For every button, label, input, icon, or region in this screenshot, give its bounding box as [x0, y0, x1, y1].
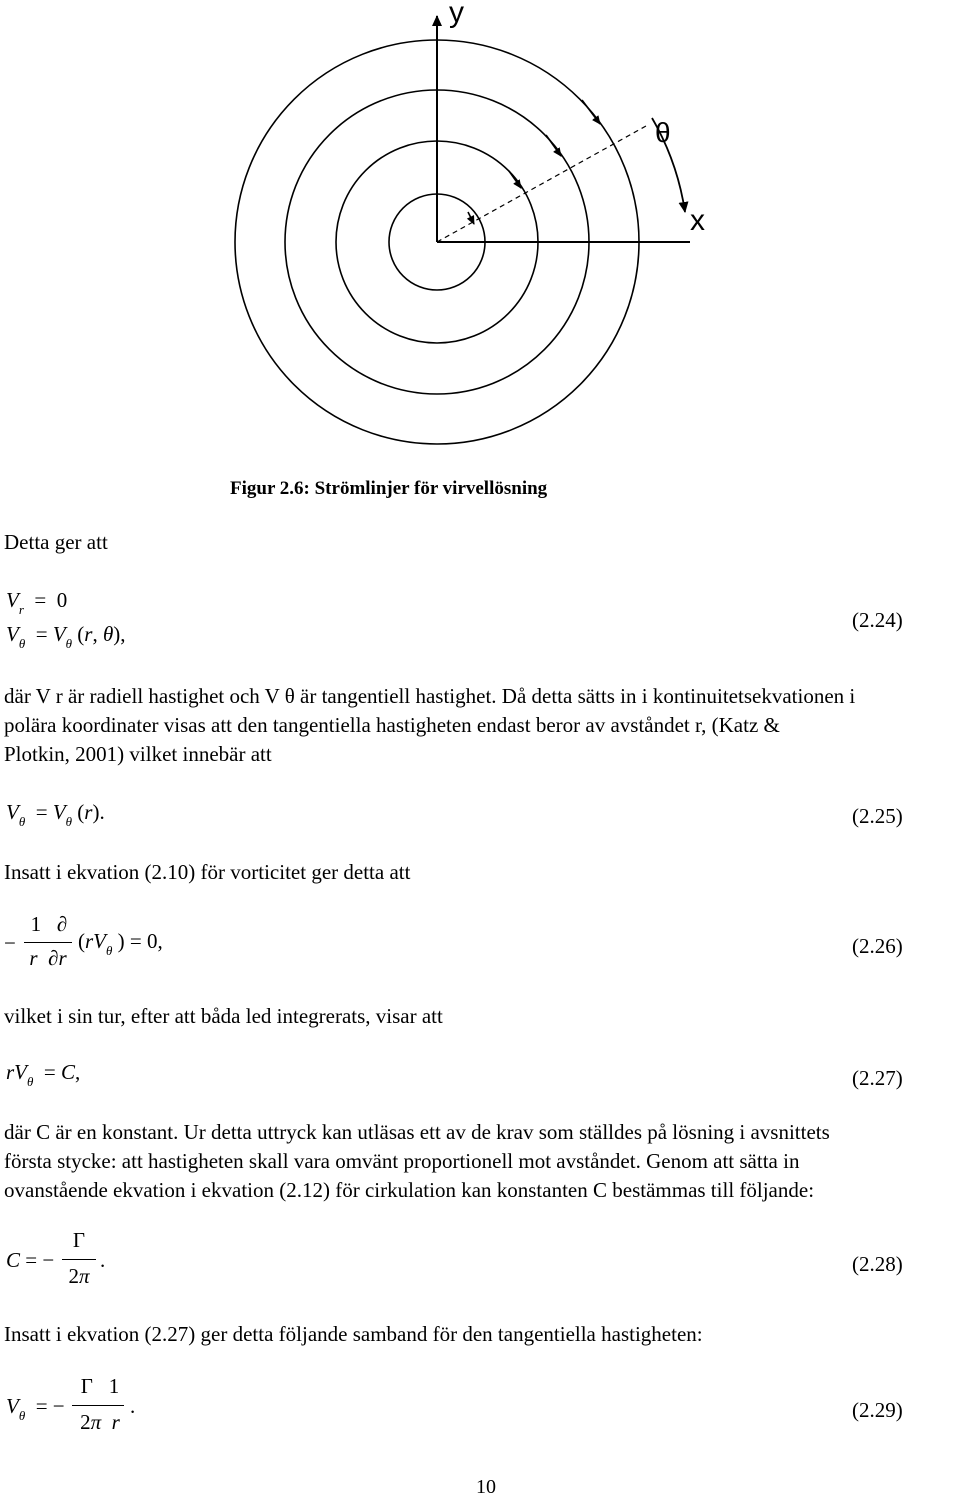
- theta-label: θ: [655, 117, 671, 148]
- vilket-text: vilket i sin tur, efter att båda led integrerats, visar att: [4, 1004, 443, 1028]
- equation-number-2-25: (2.25): [852, 804, 903, 828]
- equation-2-28-period: .: [100, 1248, 106, 1272]
- paragraph-1-line-3: Plotkin, 2001) vilket innebär att: [4, 742, 272, 766]
- vortex-streamline-figure: [0, 0, 960, 470]
- equation-2-28-fraction-bar: [62, 1259, 96, 1260]
- equation-number-2-28: (2.28): [852, 1252, 903, 1276]
- equation-2-24-line-2: $V_\theta = V_\theta$ (r, θ),: [6, 622, 126, 651]
- equation-2-26-minus: −: [4, 931, 16, 955]
- equation-2-29-lhs: $V_\theta$ = −: [6, 1394, 65, 1423]
- intro-text: Detta ger att: [4, 530, 108, 554]
- paragraph-1-line-1: där V r är radiell hastighet och V θ är tangentiell hastighet. Då detta sätts in i kontinuitetsekvationen i: [4, 684, 856, 708]
- radius-dashed-line: [437, 126, 646, 242]
- equation-2-29-numerator: Γ 1: [80, 1374, 120, 1398]
- y-axis-label: y: [449, 0, 464, 29]
- equation-2-29-fraction-bar: [72, 1405, 124, 1406]
- paragraph-2-line-3: ovanstående ekvation i ekvation (2.12) för cirkulation kan konstanten C bestämmas till följande:: [4, 1178, 815, 1202]
- equation-number-2-24: (2.24): [852, 608, 903, 632]
- equation-2-27: $rV_\theta = C$,: [6, 1060, 81, 1089]
- flow-arrow-2: [509, 171, 521, 188]
- equation-2-29-denominator: 2π r: [80, 1410, 120, 1434]
- insatt-text-2: Insatt i ekvation (2.27) ger detta följande samband för den tangentiella hastigheten:: [4, 1322, 703, 1346]
- equation-2-28-denominator: 2π: [68, 1264, 90, 1288]
- flow-arrow-4: [582, 100, 600, 124]
- equation-2-26-denominator: r ∂r: [29, 946, 67, 970]
- paragraph-2: [4, 1118, 954, 1205]
- paragraph-1: [4, 682, 954, 769]
- paragraph-1-line-2: polära koordinater visas att den tangentiella hastigheten endast beror av avståndet r, (Katz &: [4, 713, 780, 737]
- insatt-text-1: Insatt i ekvation (2.10) för vorticitet ger detta att: [4, 860, 411, 884]
- figure-caption: Figur 2.6: Strömlinjer för virvellösning: [230, 478, 548, 499]
- paragraph-2-line-1: där C är en konstant. Ur detta uttryck kan utläsas ett av de krav som ställdes på lösning i avsnittets: [4, 1120, 830, 1144]
- paragraph-2-line-2: första stycke: att hastigheten skall vara omvänt proportionell mot avståndet. Genom att sätta in: [4, 1149, 800, 1173]
- equation-2-29-period: .: [130, 1394, 136, 1418]
- equation-2-26-numerator: 1 ∂: [30, 912, 68, 936]
- equation-number-2-26: (2.26): [852, 934, 903, 958]
- equation-2-26-fraction-bar: [24, 942, 72, 943]
- flow-arrow-3: [546, 135, 561, 156]
- equation-2-25: $V_\theta = V_\theta$ (r).: [6, 800, 105, 829]
- page-number: 10: [476, 1476, 496, 1498]
- streamline-diagram: [0, 0, 960, 470]
- equation-number-2-27: (2.27): [852, 1066, 903, 1090]
- x-axis-label: x: [690, 204, 705, 237]
- equation-2-28-lhs: C = −: [6, 1248, 55, 1272]
- equation-2-28-numerator: Γ: [72, 1228, 86, 1252]
- flow-arrow-1: [468, 212, 474, 224]
- equation-2-26-rest: ($rV_\theta$ ) = 0,: [78, 929, 163, 958]
- equation-number-2-29: (2.29): [852, 1398, 903, 1422]
- equation-2-24-line-1: $V_r = 0$: [6, 588, 68, 617]
